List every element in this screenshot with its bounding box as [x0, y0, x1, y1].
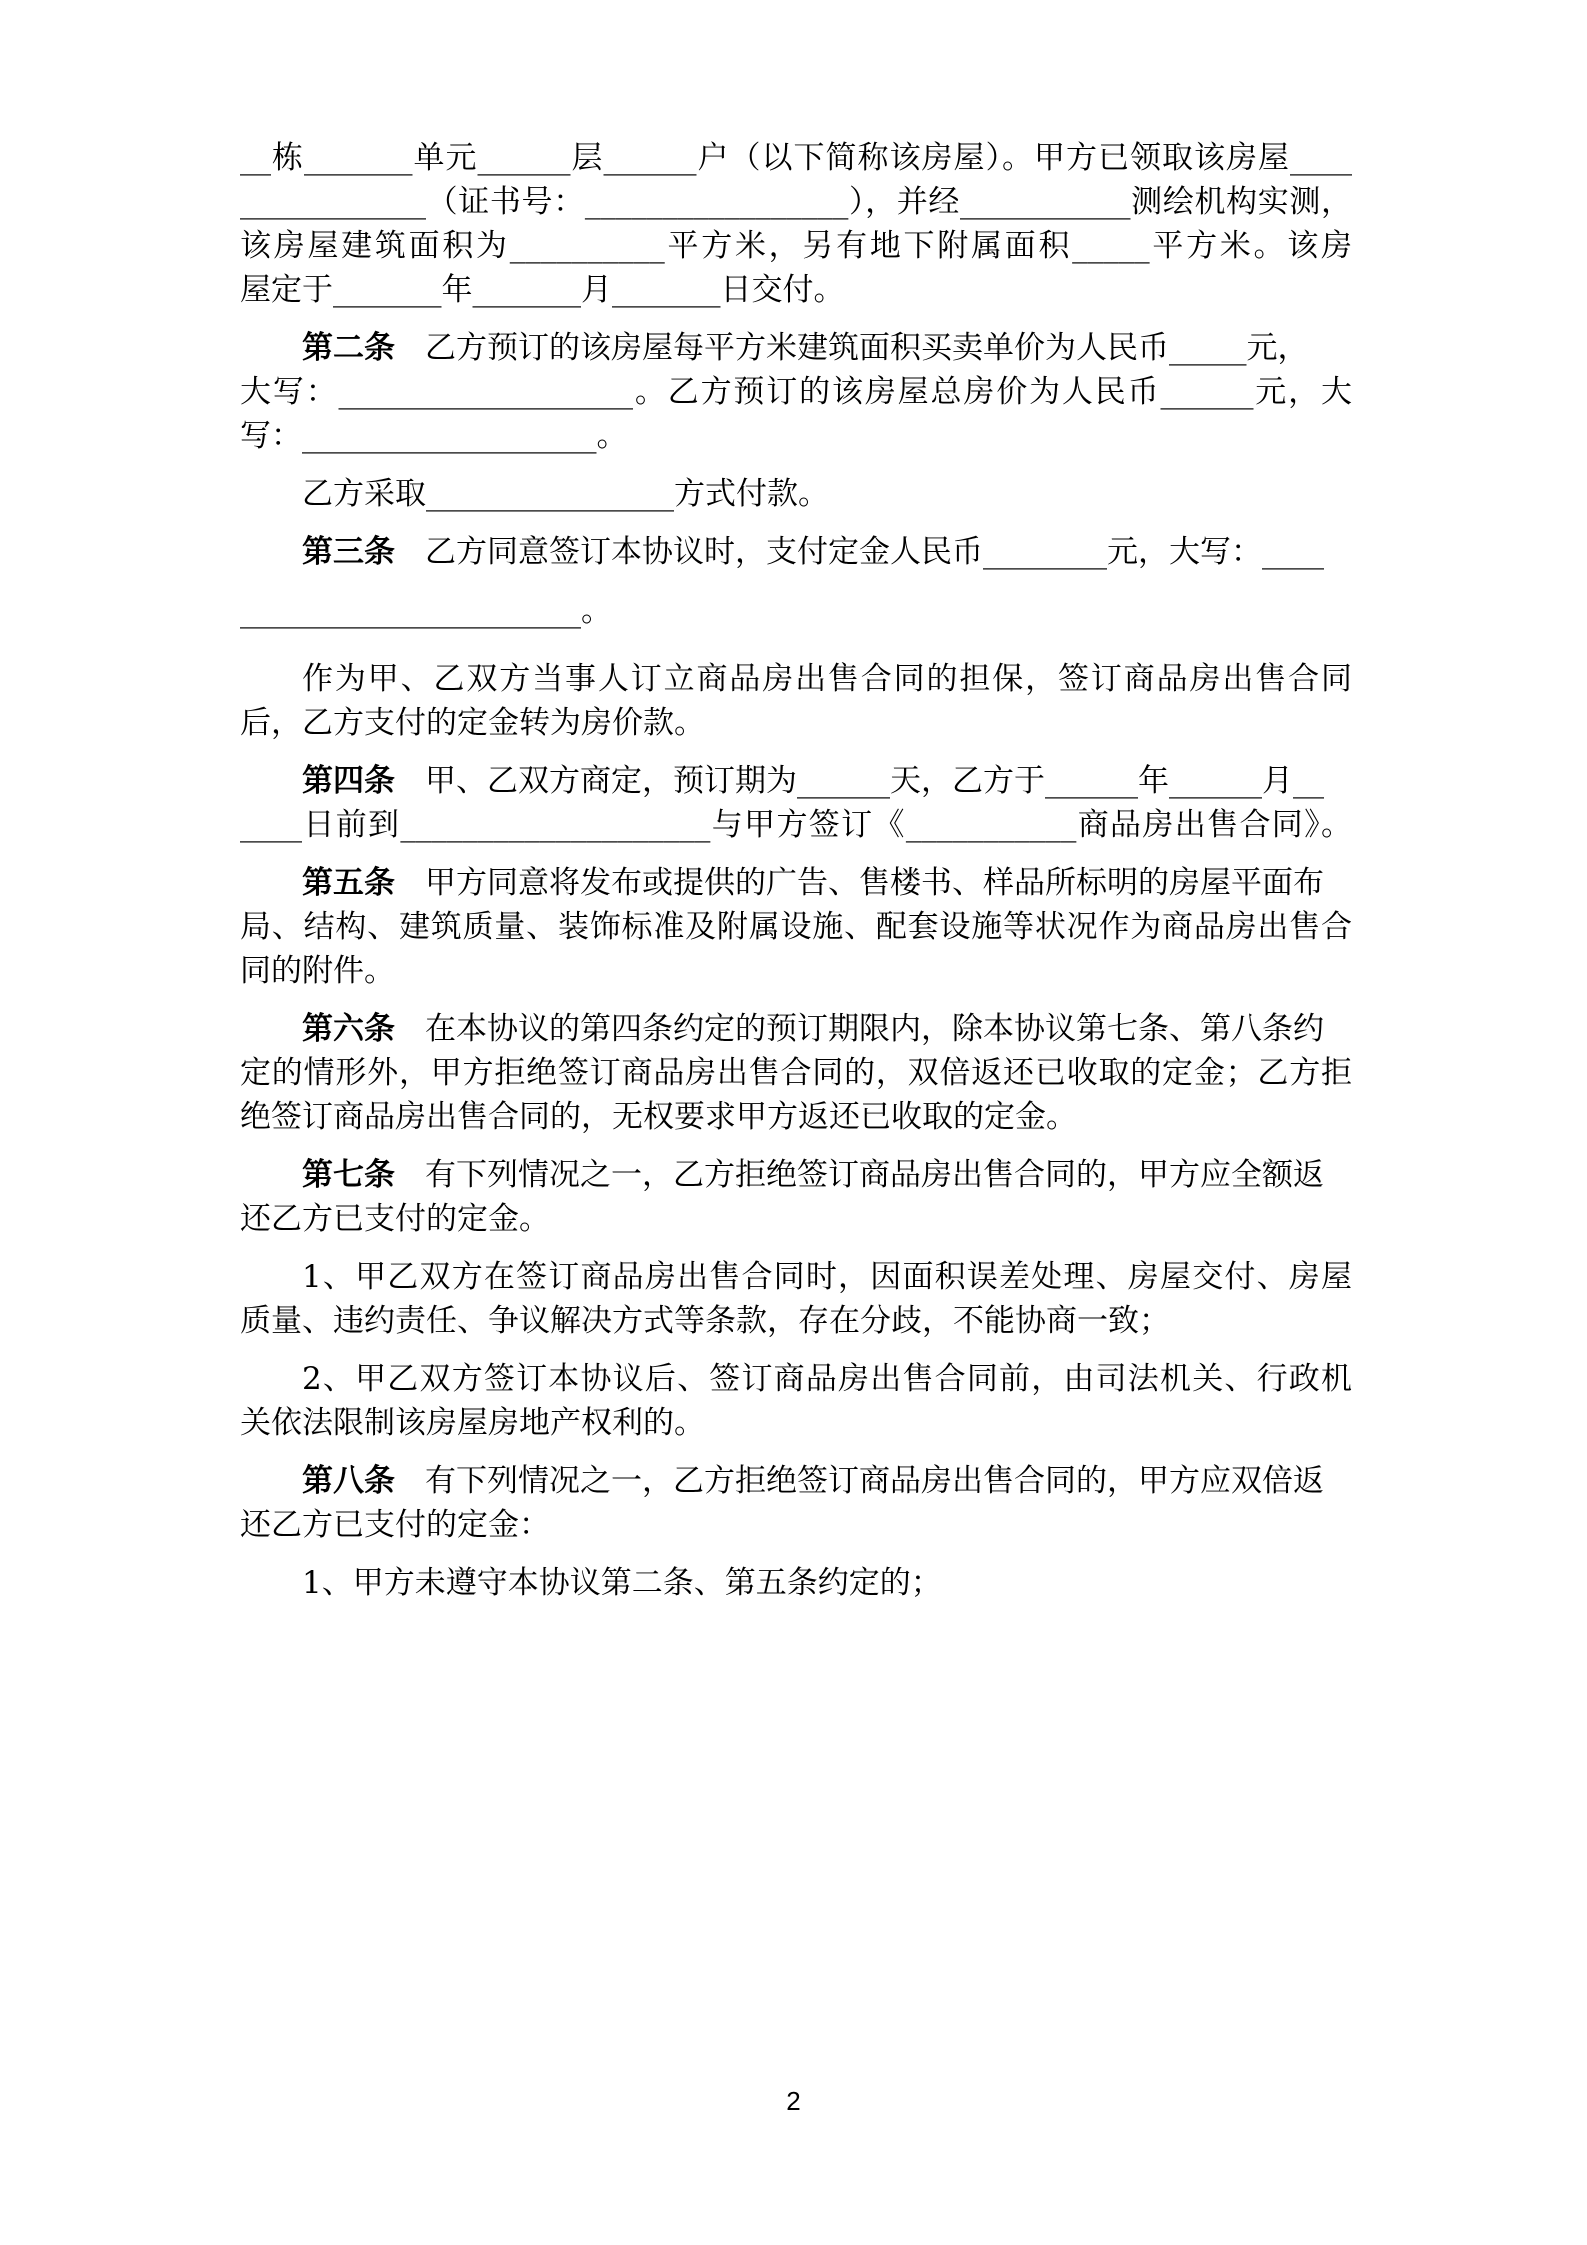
list-item: 1、甲方未遵守本协议第二条、第五条约定的；: [302, 1565, 942, 1601]
body-line: 还乙方已支付的定金。: [240, 1201, 550, 1237]
body-line: 乙方采取________________方式付款。: [302, 476, 829, 512]
article-heading: 第二条: [302, 330, 395, 366]
article-heading: 第六条: [302, 1011, 395, 1047]
body-line: 大写：___________________。乙方预订的该房屋总房价为人民币______元，大: [240, 374, 1352, 410]
article-heading: 第四条: [302, 763, 395, 799]
list-item: 2、甲乙双方签订本协议后、签订商品房出售合同前，由司法机关、行政机: [302, 1361, 1352, 1397]
body-line: 局、结构、建筑质量、装饰标准及附属设施、配套设施等状况作为商品房出售合: [240, 909, 1352, 945]
body-line: ______________________。: [240, 593, 612, 629]
article-3-line: [302, 521, 1352, 583]
body-line: 同的附件。: [240, 953, 395, 989]
body-line: 屋定于_______年_______月_______日交付。: [240, 272, 845, 308]
article-text: 有下列情况之一，乙方拒绝签订商品房出售合同的，甲方应双倍返: [425, 1463, 1324, 1499]
body-line: 定的情形外，甲方拒绝签订商品房出售合同的，双倍返还已收取的定金；乙方拒: [240, 1055, 1352, 1091]
body-line: 关依法限制该房屋房地产权利的。: [240, 1405, 705, 1441]
body-line: 还乙方已支付的定金：: [240, 1507, 550, 1543]
article-text: 有下列情况之一，乙方拒绝签订商品房出售合同的，甲方应全额返: [425, 1157, 1324, 1193]
body-line: __栋_______单元______层______户（以下简称该房屋）。甲方已领取该房屋____: [240, 140, 1352, 176]
list-item: 1、甲乙双方在签订商品房出售合同时，因面积误差处理、房屋交付、房屋: [302, 1259, 1352, 1295]
article-heading: 第三条: [302, 534, 395, 570]
body-line: 该房屋建筑面积为__________平方米，另有地下附属面积_____平方米。该房: [240, 228, 1352, 264]
article-text: 乙方同意签订本协议时，支付定金人民币________元，大写：____: [425, 534, 1324, 570]
body-line: 绝签订商品房出售合同的，无权要求甲方返还已收取的定金。: [240, 1099, 1077, 1135]
body-line: ____________（证书号：_________________），并经___________测绘机构实测，: [240, 184, 1352, 220]
article-text: 在本协议的第四条约定的预订期限内，除本协议第七条、第八条约: [425, 1011, 1324, 1047]
body-line: 写：___________________。: [240, 418, 628, 454]
article-text: 甲、乙双方商定，预订期为______天，乙方于______年______月__: [425, 763, 1324, 799]
body-line: 质量、违约责任、争议解决方式等条款，存在分歧，不能协商一致；: [240, 1303, 1170, 1339]
body-line: 后，乙方支付的定金转为房价款。: [240, 705, 705, 741]
article-text: 乙方预订的该房屋每平方米建筑面积买卖单价为人民币_____元，: [425, 330, 1309, 366]
article-heading: 第五条: [302, 865, 395, 901]
article-heading: 第八条: [302, 1463, 395, 1499]
body-line: 作为甲、乙双方当事人订立商品房出售合同的担保，签订商品房出售合同: [302, 661, 1352, 697]
page-number: 2: [786, 2086, 801, 2116]
article-text: 甲方同意将发布或提供的广告、售楼书、样品所标明的房屋平面布: [425, 865, 1324, 901]
body-line: ____日前到____________________与甲方签订《___________商品房出售合同》。: [240, 807, 1352, 843]
article-heading: 第七条: [302, 1157, 395, 1193]
